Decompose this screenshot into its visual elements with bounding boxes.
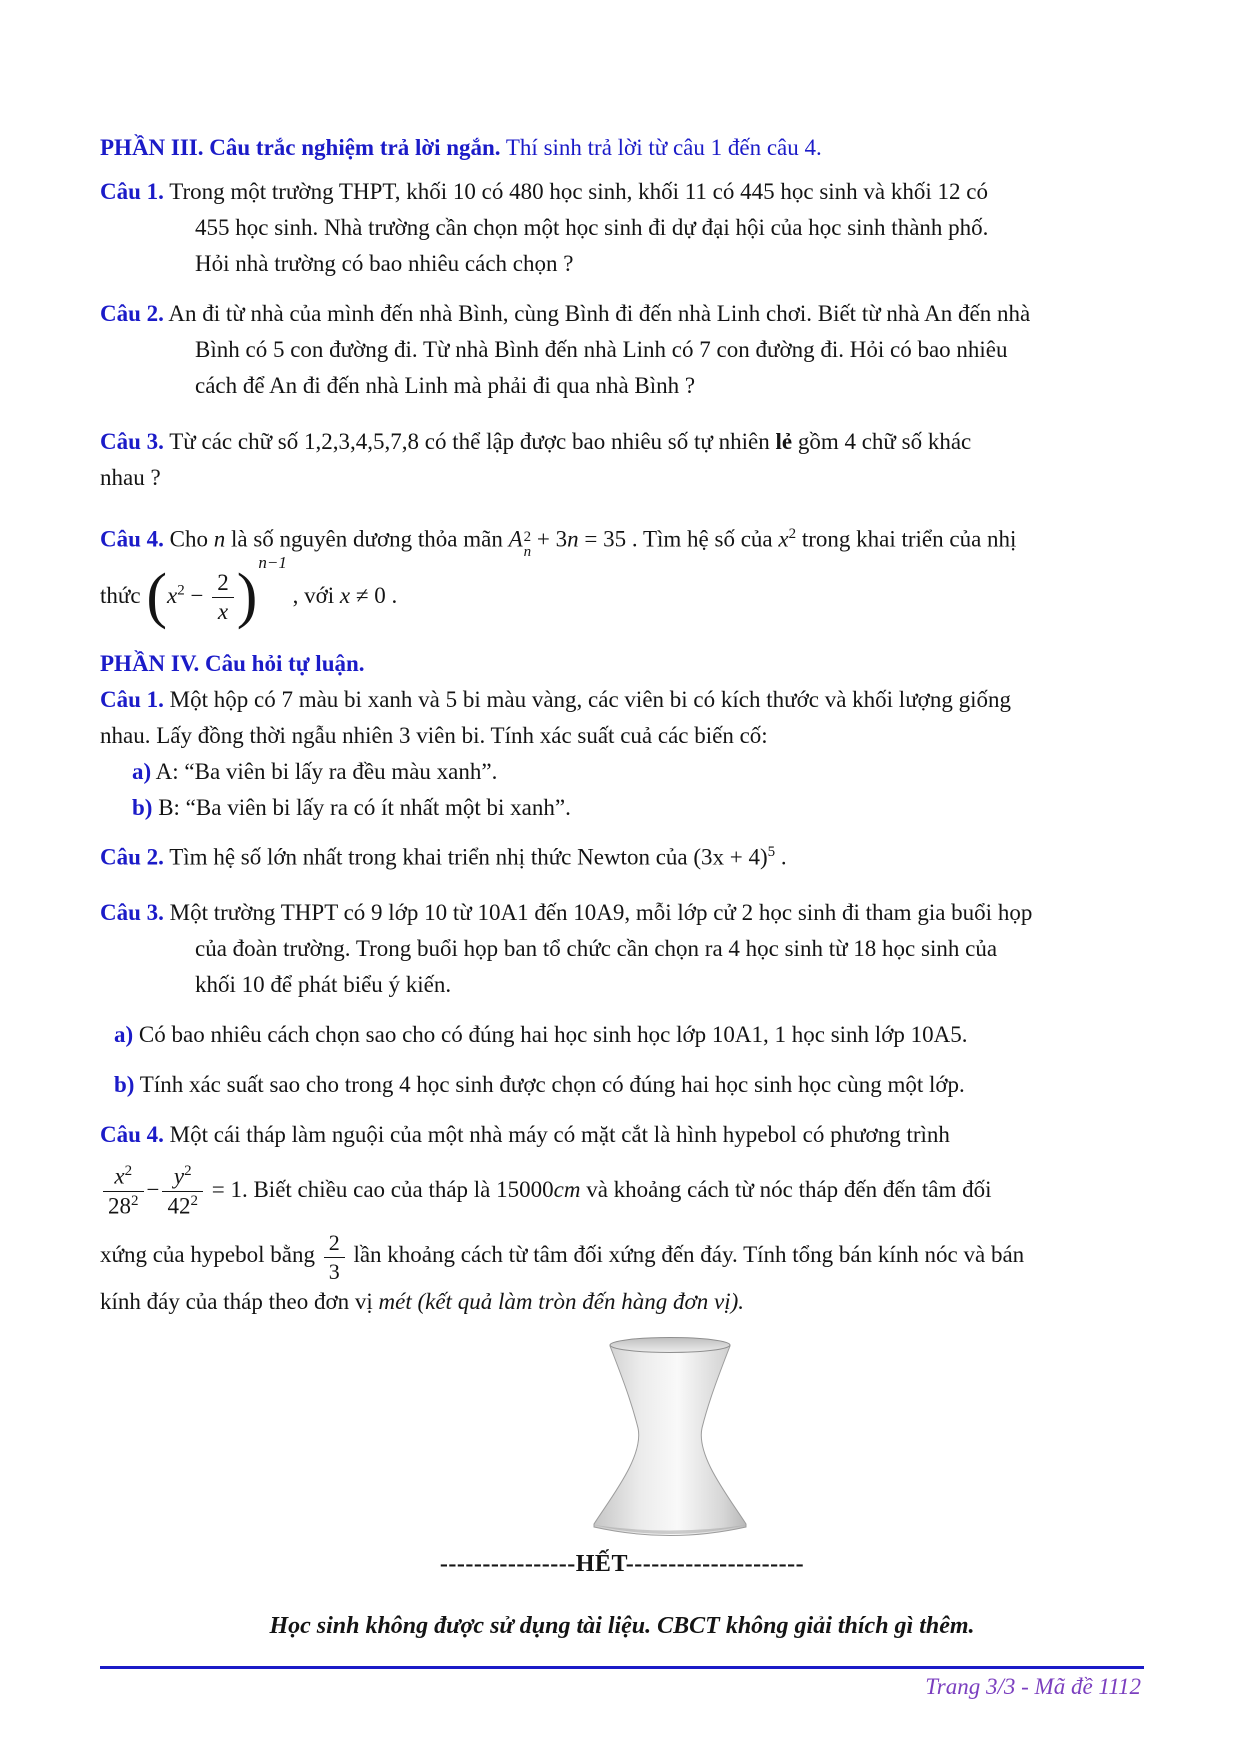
item-b-label: b) [132, 794, 153, 820]
frac23-num: 2 [324, 1230, 345, 1257]
part3-q4-pre: thức [100, 582, 147, 608]
part3-q4-t2: là số nguyên dương thỏa mãn [225, 526, 509, 552]
part3-q3-label: Câu 3. [100, 429, 164, 454]
binom-frac-den: x [217, 599, 229, 625]
frac-x-num-sup: 2 [124, 1163, 133, 1180]
part4-q3-line1 [100, 895, 1144, 931]
part3-q3-text1: Từ các chữ số 1,2,3,4,5,7,8 có thể lập được bao nhiêu số tự nhiên [163, 429, 776, 454]
part4-q1-label: Câu 1. [100, 686, 164, 712]
item-a-text: Có bao nhiêu cách chọn sao cho có đúng hai học sinh học lớp 10A1, 1 học sinh lớp 10A5. [133, 1022, 968, 1048]
part3-q2-text1: An đi từ nhà của mình đến nhà Bình, cùng Bình đi đến nhà Linh chơi. Biết từ nhà An đến nhà [163, 301, 1031, 326]
hyperbola-frac-x [103, 1163, 144, 1220]
frac-y-num-sup: 2 [184, 1163, 192, 1180]
part3-subtitle: Thí sinh trả lời từ câu 1 đến câu 4. [500, 135, 822, 160]
part4-q4-line4 [100, 1284, 1144, 1320]
item-a-label: a) [132, 758, 152, 784]
item-b-text: B: “Ba viên bi lấy ra có ít nhất một bi xanh”. [152, 794, 571, 820]
part3-q1-line1 [100, 174, 1144, 210]
part4-q4-text4b: mét (kết quả làm tròn đến hàng đơn vị). [378, 1288, 745, 1314]
part3-q2-text3: cách để An đi đến nhà Linh mà phải đi qua nhà Bình ? [195, 373, 696, 398]
binom-fraction [212, 570, 234, 626]
frac23-den: 3 [328, 1258, 340, 1284]
hyperbola-frac-y [162, 1163, 203, 1220]
part4-q4-text1: Một cái tháp làm nguội của một nhà máy có mặt cắt là hình hypebol có phương trình [163, 1122, 950, 1148]
cond-x: x [339, 582, 351, 608]
frac-y-den-sup: 2 [190, 1193, 198, 1210]
part3-q4-m1: + 3 [531, 526, 568, 552]
part4-q3-label: Câu 3. [100, 900, 164, 926]
math-A: A [508, 526, 523, 552]
newton-exponent: 5 [767, 843, 776, 860]
part4-q4-text3b: lần khoảng cách từ tâm đối xứng đến đáy. Tính tổng bán kính nóc và bán [347, 1242, 1025, 1268]
part4-q4-text4a: kính đáy của tháp theo đơn vị [100, 1288, 379, 1314]
frac-x-num: x [114, 1163, 125, 1189]
part4-q2-end: . [775, 844, 787, 870]
part3-q4 [100, 516, 1144, 630]
cond-rest: ≠ 0 [350, 582, 386, 608]
part4-q1-text2: nhau. Lấy đồng thời ngẫu nhiên 3 viên bi. Tính xác suất cuả các biến cố: [100, 722, 768, 748]
part3-title: PHẦN III. Câu trắc nghiệm trả lời ngắn. [100, 135, 501, 160]
binom-frac-num: 2 [212, 570, 234, 598]
part3-q1-text3: Hỏi nhà trường có bao nhiêu cách chọn ? [195, 251, 574, 276]
item-a-label: a) [114, 1022, 134, 1048]
part4-q4-label: Câu 4. [100, 1122, 164, 1148]
hyperbola-minus: − [146, 1177, 160, 1203]
page-number-label: Trang 3/3 - Mã đề 1112 [925, 1674, 1141, 1699]
big-paren-close: ) [236, 561, 258, 630]
hyperbola-eq: = 1 [205, 1177, 242, 1203]
item-b-label: b) [114, 1072, 135, 1098]
footer-rule [100, 1666, 1144, 1669]
part4-q4 [100, 1117, 1144, 1320]
part3-q4-m2: = 35 [578, 526, 627, 552]
het-divider: ----------------HẾT--------------------- [439, 1550, 805, 1577]
part4-q2 [100, 834, 1144, 876]
part3-q4-line1 [100, 516, 1144, 560]
part3-q4-end: . [385, 582, 398, 608]
math-x: x [778, 526, 789, 552]
part3-q3-line1 [100, 424, 1144, 460]
math-x-sup: 2 [788, 526, 797, 542]
part4-q2-text: Tìm hệ số lớn nhất trong khai triển nhị thức Newton của [163, 844, 694, 870]
binom-exponent: n−1 [258, 553, 287, 573]
binom-minus: − [184, 582, 210, 608]
part3-q4-mid: , với [286, 582, 340, 608]
part4-q4-line1 [100, 1117, 1144, 1153]
part3-q4-t4: trong khai triển của nhị [796, 526, 1017, 552]
part4-heading [100, 646, 1144, 682]
frac-y-num: y [173, 1163, 185, 1189]
item-b-text: Tính xác suất sao cho trong 4 học sinh được chọn có đúng hai học sinh học cùng một lớp. [134, 1072, 965, 1098]
part4-q2-label: Câu 2. [100, 844, 164, 870]
cooling-tower-figure [100, 1334, 1144, 1542]
part4-q4-text2b: và khoảng cách từ nóc tháp đến đến tâm đối [580, 1177, 992, 1203]
part4-q3 [100, 895, 1144, 1103]
part3-q1-text2: 455 học sinh. Nhà trường cần chọn một học sinh đi dự đại hội của học sinh thành phố. [195, 215, 989, 240]
part4-q1-text1: Một hộp có 7 màu bi xanh và 5 bi màu vàng, các viên bi có kích thước và khối lượng giống [163, 686, 1011, 712]
part3-q4-t1: Cho [163, 526, 214, 552]
item-a-text: A: “Ba viên bi lấy ra đều màu xanh”. [151, 758, 498, 784]
part4-q1 [100, 682, 1144, 826]
part3-q3-text3: nhau ? [100, 465, 161, 490]
var-n: n [213, 526, 226, 552]
part3-q4-label: Câu 4. [100, 526, 164, 552]
binom-x-sup: 2 [177, 582, 185, 599]
part3-q4-m1n: n [567, 526, 579, 552]
cooling-tower-hyperboloid-image [572, 1334, 768, 1540]
frac-x-den: 28 [108, 1193, 131, 1219]
newton-expr: (3x + 4) [693, 844, 768, 870]
part3-q2-line1 [100, 296, 1144, 332]
part4-q4-line2 [100, 1163, 1144, 1220]
footer-note: Học sinh không được sử dụng tài liệu. CBCT không giải thích gì thêm. [269, 1612, 975, 1639]
part3-q3-text2: gồm 4 chữ số khác [792, 429, 972, 454]
part4-q3-text1: Một trường THPT có 9 lớp 10 từ 10A1 đến 10A9, mỗi lớp cử 2 học sinh đi tham gia buổi họp [163, 900, 1033, 926]
binom-x: x [166, 582, 178, 608]
part3-q1-text1: Trong một trường THPT, khối 10 có 480 học sinh, khối 11 có 445 học sinh và khối 12 có [163, 179, 988, 204]
part4-q3-item-a [100, 1017, 1144, 1053]
math-A-sup: 2 [523, 528, 532, 545]
big-paren-open: ( [146, 561, 167, 630]
unit-cm: cm [553, 1177, 581, 1203]
part4-title: PHẦN IV. Câu hỏi tự luận. [100, 650, 365, 676]
part3-q1-label: Câu 1. [100, 179, 164, 204]
exam-content [100, 130, 1144, 1644]
two-thirds-fraction [324, 1230, 345, 1284]
part4-q4-text3a: xứng của hypebol bằng [100, 1242, 321, 1268]
part4-q3-item-b [100, 1067, 1144, 1103]
part3-q1 [100, 174, 1144, 282]
part4-q1-item-a [100, 754, 1144, 790]
part4-q1-item-b [100, 790, 1144, 826]
part3-q2 [100, 296, 1144, 404]
math-A-sub: n [523, 543, 532, 560]
part3-q3 [100, 424, 1144, 496]
part3-q2-text2: Bình có 5 con đường đi. Từ nhà Bình đến nhà Linh có 7 con đường đi. Hỏi có bao nhiêu [195, 337, 1008, 362]
frac-y-den: 42 [167, 1193, 191, 1219]
frac-x-den-sup: 2 [131, 1193, 139, 1210]
part3-q3-bold-word: lẻ [775, 429, 793, 454]
part4-q3-text2: của đoàn trường. Trong buổi họp ban tổ chức cần chọn ra 4 học sinh từ 18 học sinh của [195, 936, 998, 962]
part3-q2-label: Câu 2. [100, 301, 164, 326]
part4-q3-text3: khối 10 để phát biểu ý kiến. [195, 972, 452, 998]
part3-q4-t3: . Tìm hệ số của [626, 526, 779, 552]
part4-q4-line3 [100, 1230, 1144, 1284]
part4-q4-text2a: . Biết chiều cao của tháp là 15000 [241, 1177, 554, 1203]
part3-heading [100, 130, 1144, 166]
part3-q4-line2 [100, 553, 1144, 630]
part4-q1-line1 [100, 682, 1144, 718]
